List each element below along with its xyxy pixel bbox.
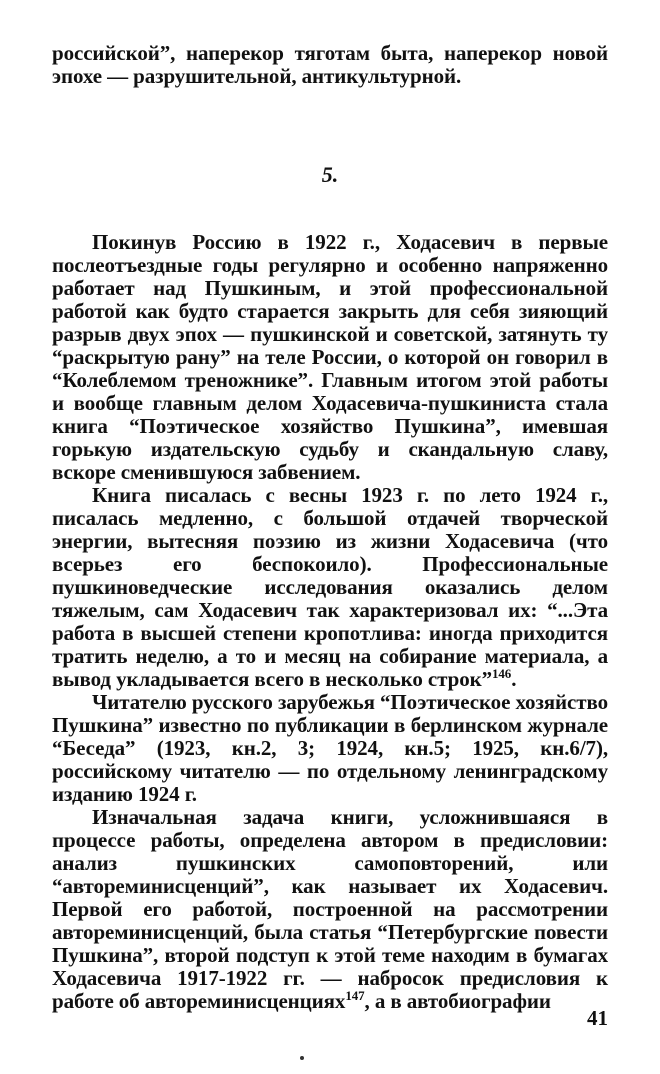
paragraph-4-tail: , а в автобиографии (364, 989, 551, 1013)
paragraph-1 (52, 231, 608, 484)
paragraph-3 (52, 691, 608, 806)
paragraph-4 (52, 806, 608, 1013)
footnote-ref-147: 147 (345, 988, 365, 1003)
continuation-block (52, 42, 608, 88)
scan-speck (300, 1056, 304, 1060)
paragraph-3-text: Читателю русского зарубежья “Поэтическое хозяйство Пушкина” известно по публикации в берлинском журнале “Беседа” (1923, кн.2, 3; 1924, кн.5; 1925, кн.6/7), российскому читателю — по отдельному ленинградскому изданию 1924 г. (52, 690, 608, 806)
continuation-paragraph: российской”, наперекор тяготам быта, наперекор новой эпохе — разрушительной, антикультурной. (52, 41, 608, 88)
body-text (52, 231, 608, 1013)
section-number: 5. (321, 162, 339, 187)
paragraph-2-text: Книга писалась с весны 1923 г. по лето 1924 г., писалась медленно, с большой отдачей творческой энергии, вытесняя поэзию из жизни Ходасевича (что всерьез его беспокоило). Профессиональные пушкиноведческие исследования оказались делом тяжелым, сам Ходасевич так характеризовал их: “...Эта работа в высшей степени кропотлива: иногда приходится тратить неделю, а то и месяц на собирание материала, а вывод укладывается всего в несколько строк” (52, 483, 608, 691)
footnote-ref-146: 146 (492, 666, 512, 681)
paragraph-1-text: Покинув Россию в 1922 г., Ходасевич в первые послеотъездные годы регулярно и особенно напряженно работает над Пушкиным, и этой профессиональной работой как будто старается закрыть для себя зияющий разрыв двух эпох — пушкинской и советской, затянуть ту “раскрытую рану” на теле России, о которой он говорил в “Колеблемом треножнике”. Главным итогом этой работы и вообще главным делом Ходасевича-пушкиниста стала книга “Поэтическое хозяйство Пушкина”, имевшая горькую издательскую судьбу и скандальную славу, вскоре сменившуюся забвением. (52, 230, 608, 484)
page-number: 41 (587, 1006, 608, 1030)
paragraph-2-tail: . (511, 667, 517, 691)
paragraph-2 (52, 484, 608, 691)
paragraph-4-text: Изначальная задача книги, усложнившаяся в процессе работы, определена автором в предисловии: анализ пушкинских самоповторений, или “автореминисценций”, как называет их Ходасевич. Первой его работой, построенной на рассмотрении автореминисценций, была статья “Петербургские повести Пушкина”, второй подступ к этой теме находим в бумагах Ходасевича 1917-1922 гг. — набросок предисловия к работе об автореминисценциях (52, 805, 608, 1013)
